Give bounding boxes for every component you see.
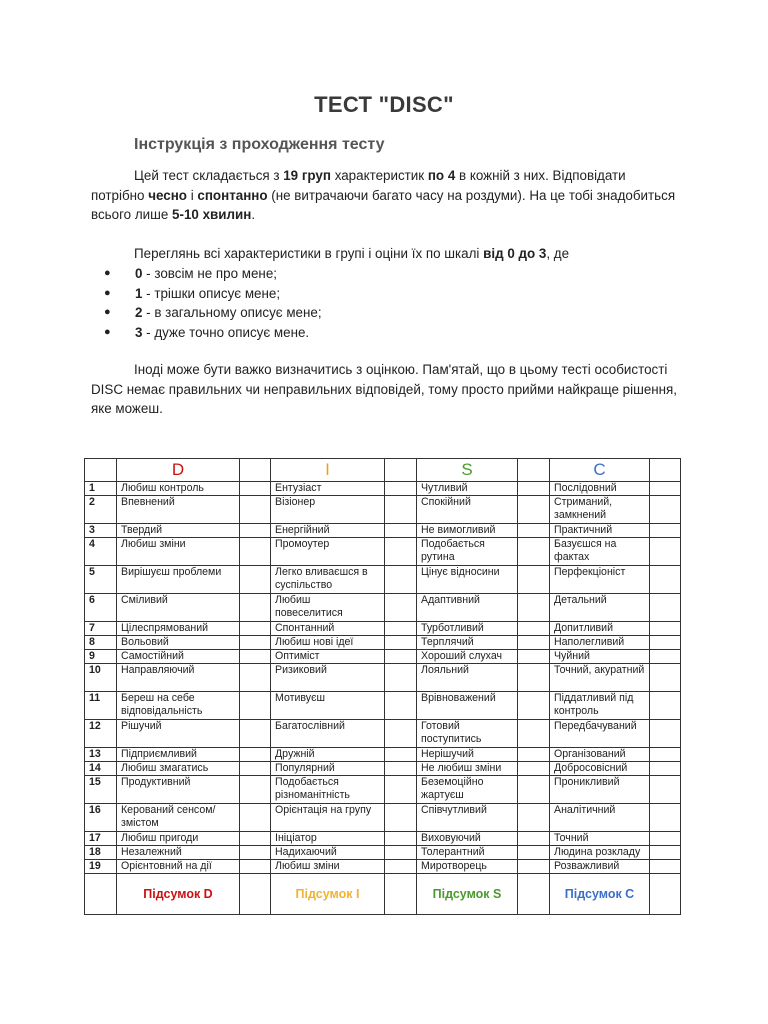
total-label-i: Підсумок I bbox=[271, 874, 385, 915]
score-input-d[interactable] bbox=[240, 832, 271, 846]
score-input-s[interactable] bbox=[518, 804, 550, 832]
score-input-c[interactable] bbox=[650, 692, 681, 720]
trait-c: Добросовісний bbox=[550, 762, 650, 776]
trait-d: Вирішуєш проблеми bbox=[117, 566, 240, 594]
bullet-icon: ● bbox=[104, 306, 111, 318]
row-number: 2 bbox=[85, 496, 117, 524]
trait-c: Послідовний bbox=[550, 482, 650, 496]
table-row bbox=[85, 846, 681, 860]
score-input-i[interactable] bbox=[385, 538, 417, 566]
score-input-c[interactable] bbox=[650, 482, 681, 496]
score-input-c[interactable] bbox=[650, 594, 681, 622]
trait-c: Стриманий, замкнений bbox=[550, 496, 650, 524]
table-row bbox=[85, 622, 681, 636]
trait-i: Любиш повеселитися bbox=[271, 594, 385, 622]
trait-d: Любиш контроль bbox=[117, 482, 240, 496]
trait-i: Любиш зміни bbox=[271, 860, 385, 874]
score-input-d[interactable] bbox=[240, 566, 271, 594]
score-input-s[interactable] bbox=[518, 776, 550, 804]
table-header-row bbox=[85, 459, 681, 482]
trait-d: Береш на себе відповідальність bbox=[117, 692, 240, 720]
trait-s: Готовий поступитись bbox=[417, 720, 518, 748]
trait-i: Візіонер bbox=[271, 496, 385, 524]
disc-table bbox=[84, 458, 681, 915]
trait-d: Твердий bbox=[117, 524, 240, 538]
trait-c: Базуєшся на фактах bbox=[550, 538, 650, 566]
score-input-i[interactable] bbox=[385, 594, 417, 622]
trait-c: Практичний bbox=[550, 524, 650, 538]
score-input-d[interactable] bbox=[240, 664, 271, 692]
bullet-icon: ● bbox=[104, 286, 111, 299]
trait-d: Любиш змагатись bbox=[117, 762, 240, 776]
trait-d: Незалежний bbox=[117, 846, 240, 860]
score-input-i[interactable] bbox=[385, 496, 417, 524]
score-input-s[interactable] bbox=[518, 748, 550, 762]
row-number: 7 bbox=[85, 622, 117, 636]
score-input-s[interactable] bbox=[518, 860, 550, 874]
trait-i: Легко вливаєшся в суспільство bbox=[271, 566, 385, 594]
score-input-i[interactable] bbox=[385, 622, 417, 636]
note-paragraph: Іноді може бути важко визначитись з оцінкою. Пам'ятай, що в цьому тесті особистості DISC немає правильних чи неправильних відповідей, тому просто прийми найкраще рішення, яке можеш. bbox=[91, 362, 678, 416]
scale-list bbox=[104, 264, 322, 342]
scale-item: ● 0 - зовсім не про мене; bbox=[104, 264, 322, 284]
score-input-s[interactable] bbox=[518, 762, 550, 776]
score-input-c[interactable] bbox=[650, 622, 681, 636]
trait-d: Впевнений bbox=[117, 496, 240, 524]
score-input-i[interactable] bbox=[385, 748, 417, 762]
score-input-s[interactable] bbox=[518, 664, 550, 692]
trait-c: Наполегливий bbox=[550, 636, 650, 650]
trait-s: Адаптивний bbox=[417, 594, 518, 622]
trait-i: Ентузіаст bbox=[271, 482, 385, 496]
trait-d: Керований сенсом/змістом bbox=[117, 804, 240, 832]
table-row bbox=[85, 664, 681, 692]
total-label-s: Підсумок S bbox=[417, 874, 518, 915]
score-input-c[interactable] bbox=[650, 664, 681, 692]
scale-item: ● 2 - в загальному описує мене; bbox=[104, 303, 322, 323]
header-c: C bbox=[550, 459, 650, 482]
trait-d: Сміливий bbox=[117, 594, 240, 622]
table-row bbox=[85, 748, 681, 762]
trait-s: Не любиш зміни bbox=[417, 762, 518, 776]
score-header-cell bbox=[240, 459, 271, 482]
trait-c: Детальний bbox=[550, 594, 650, 622]
row-number: 6 bbox=[85, 594, 117, 622]
table-row bbox=[85, 482, 681, 496]
score-input-s[interactable] bbox=[518, 524, 550, 538]
score-input-d[interactable] bbox=[240, 482, 271, 496]
trait-s: Беземоційно жартуєш bbox=[417, 776, 518, 804]
row-number: 16 bbox=[85, 804, 117, 832]
disc-table-body bbox=[85, 459, 681, 915]
score-input-c[interactable] bbox=[650, 762, 681, 776]
table-row bbox=[85, 594, 681, 622]
row-number: 14 bbox=[85, 762, 117, 776]
trait-d: Любиш зміни bbox=[117, 538, 240, 566]
score-input-i[interactable] bbox=[385, 776, 417, 804]
score-input-c[interactable] bbox=[650, 860, 681, 874]
row-number: 18 bbox=[85, 846, 117, 860]
trait-s: Лояльний bbox=[417, 664, 518, 692]
row-number: 8 bbox=[85, 636, 117, 650]
trait-c: Проникливий bbox=[550, 776, 650, 804]
trait-s: Співчутливий bbox=[417, 804, 518, 832]
trait-i: Любиш нові ідеї bbox=[271, 636, 385, 650]
table-row bbox=[85, 776, 681, 804]
row-number: 19 bbox=[85, 860, 117, 874]
trait-c: Перфекціоніст bbox=[550, 566, 650, 594]
total-input-d[interactable] bbox=[240, 874, 271, 915]
table-row bbox=[85, 832, 681, 846]
score-input-d[interactable] bbox=[240, 622, 271, 636]
table-row bbox=[85, 538, 681, 566]
trait-i: Популярний bbox=[271, 762, 385, 776]
row-number: 15 bbox=[85, 776, 117, 804]
trait-s: Не вимогливий bbox=[417, 524, 518, 538]
trait-c: Піддатливий під контроль bbox=[550, 692, 650, 720]
table-row bbox=[85, 650, 681, 664]
trait-i: Ініціатор bbox=[271, 832, 385, 846]
score-input-d[interactable] bbox=[240, 776, 271, 804]
trait-d: Продуктивний bbox=[117, 776, 240, 804]
trait-d: Вольовий bbox=[117, 636, 240, 650]
score-input-d[interactable] bbox=[240, 846, 271, 860]
score-input-i[interactable] bbox=[385, 482, 417, 496]
trait-s: Хороший слухач bbox=[417, 650, 518, 664]
score-input-i[interactable] bbox=[385, 846, 417, 860]
score-input-c[interactable] bbox=[650, 776, 681, 804]
trait-d: Цілеспрямований bbox=[117, 622, 240, 636]
row-number: 9 bbox=[85, 650, 117, 664]
score-input-s[interactable] bbox=[518, 636, 550, 650]
score-input-d[interactable] bbox=[240, 496, 271, 524]
table-row bbox=[85, 804, 681, 832]
score-input-d[interactable] bbox=[240, 720, 271, 748]
trait-d: Любиш пригоди bbox=[117, 832, 240, 846]
intro-paragraph: Цей тест складається з 19 груп характеристик по 4 в кожній з них. Відповідати потрібно чесно і спонтанно (не витрачаючи багато часу на роздуми). На це тобі знадобиться всього лише 5-10 хвилин. bbox=[91, 168, 676, 222]
score-input-i[interactable] bbox=[385, 524, 417, 538]
score-input-s[interactable] bbox=[518, 496, 550, 524]
total-label-c: Підсумок C bbox=[550, 874, 650, 915]
score-input-c[interactable] bbox=[650, 496, 681, 524]
score-header-cell bbox=[518, 459, 550, 482]
score-input-c[interactable] bbox=[650, 832, 681, 846]
trait-s: Нерішучий bbox=[417, 748, 518, 762]
trait-s: Подобається рутина bbox=[417, 538, 518, 566]
total-label-d: Підсумок D bbox=[117, 874, 240, 915]
trait-s: Виховуючий bbox=[417, 832, 518, 846]
row-number: 3 bbox=[85, 524, 117, 538]
row-number: 11 bbox=[85, 692, 117, 720]
trait-i: Ризиковий bbox=[271, 664, 385, 692]
table-row bbox=[85, 720, 681, 748]
scale-item: ● 3 - дуже точно описує мене. bbox=[104, 323, 322, 343]
total-num-cell bbox=[85, 874, 117, 915]
score-input-s[interactable] bbox=[518, 720, 550, 748]
score-input-i[interactable] bbox=[385, 664, 417, 692]
total-input-c[interactable] bbox=[650, 874, 681, 915]
trait-i: Спонтанний bbox=[271, 622, 385, 636]
trait-c: Точний bbox=[550, 832, 650, 846]
trait-c: Розважливий bbox=[550, 860, 650, 874]
trait-i: Багатослівний bbox=[271, 720, 385, 748]
score-input-c[interactable] bbox=[650, 636, 681, 650]
trait-s: Терплячий bbox=[417, 636, 518, 650]
score-input-d[interactable] bbox=[240, 636, 271, 650]
score-input-s[interactable] bbox=[518, 650, 550, 664]
score-input-d[interactable] bbox=[240, 524, 271, 538]
row-number: 17 bbox=[85, 832, 117, 846]
trait-c: Аналітичний bbox=[550, 804, 650, 832]
trait-d: Направляючий bbox=[117, 664, 240, 692]
page-title: ТЕСТ "DISC" bbox=[314, 92, 454, 117]
score-input-i[interactable] bbox=[385, 762, 417, 776]
bullet-icon: ● bbox=[104, 325, 111, 338]
score-input-c[interactable] bbox=[650, 524, 681, 538]
score-input-c[interactable] bbox=[650, 748, 681, 762]
bullet-icon: ● bbox=[104, 267, 111, 279]
trait-c: Передбачуваний bbox=[550, 720, 650, 748]
score-input-s[interactable] bbox=[518, 594, 550, 622]
trait-d: Орієнтовний на дії bbox=[117, 860, 240, 874]
score-input-i[interactable] bbox=[385, 720, 417, 748]
score-input-s[interactable] bbox=[518, 832, 550, 846]
row-number: 5 bbox=[85, 566, 117, 594]
score-input-i[interactable] bbox=[385, 636, 417, 650]
score-input-i[interactable] bbox=[385, 650, 417, 664]
trait-s: Спокійний bbox=[417, 496, 518, 524]
score-input-d[interactable] bbox=[240, 538, 271, 566]
row-number: 13 bbox=[85, 748, 117, 762]
score-input-i[interactable] bbox=[385, 832, 417, 846]
trait-c: Людина розкладу bbox=[550, 846, 650, 860]
score-input-s[interactable] bbox=[518, 692, 550, 720]
trait-d: Рішучий bbox=[117, 720, 240, 748]
trait-i: Мотивуєш bbox=[271, 692, 385, 720]
total-input-s[interactable] bbox=[518, 874, 550, 915]
table-row bbox=[85, 566, 681, 594]
trait-c: Чуйний bbox=[550, 650, 650, 664]
header-num-cell bbox=[85, 459, 117, 482]
score-input-s[interactable] bbox=[518, 538, 550, 566]
row-number: 4 bbox=[85, 538, 117, 566]
score-input-c[interactable] bbox=[650, 720, 681, 748]
score-input-s[interactable] bbox=[518, 846, 550, 860]
score-input-s[interactable] bbox=[518, 482, 550, 496]
trait-i: Промоутер bbox=[271, 538, 385, 566]
score-input-d[interactable] bbox=[240, 860, 271, 874]
trait-s: Турботливий bbox=[417, 622, 518, 636]
score-input-d[interactable] bbox=[240, 762, 271, 776]
trait-d: Підприємливий bbox=[117, 748, 240, 762]
score-input-c[interactable] bbox=[650, 566, 681, 594]
trait-s: Толерантний bbox=[417, 846, 518, 860]
score-input-c[interactable] bbox=[650, 846, 681, 860]
score-input-d[interactable] bbox=[240, 748, 271, 762]
score-input-d[interactable] bbox=[240, 594, 271, 622]
score-input-s[interactable] bbox=[518, 566, 550, 594]
score-input-c[interactable] bbox=[650, 804, 681, 832]
trait-i: Дружній bbox=[271, 748, 385, 762]
table-row bbox=[85, 762, 681, 776]
scale-paragraph: Переглянь всі характеристики в групі і оціни їх по шкалі від 0 до 3, де bbox=[134, 246, 570, 261]
score-input-d[interactable] bbox=[240, 692, 271, 720]
score-input-i[interactable] bbox=[385, 566, 417, 594]
score-input-i[interactable] bbox=[385, 692, 417, 720]
table-row bbox=[85, 860, 681, 874]
header-d: D bbox=[117, 459, 240, 482]
scale-item: ● 1 - трішки описує мене; bbox=[104, 284, 322, 304]
trait-s: Цінує відносини bbox=[417, 566, 518, 594]
row-number: 10 bbox=[85, 664, 117, 692]
trait-s: Миротворець bbox=[417, 860, 518, 874]
total-input-i[interactable] bbox=[385, 874, 417, 915]
trait-i: Подобається різноманітність bbox=[271, 776, 385, 804]
trait-d: Самостійний bbox=[117, 650, 240, 664]
trait-s: Врівноважений bbox=[417, 692, 518, 720]
table-row bbox=[85, 524, 681, 538]
trait-c: Організований bbox=[550, 748, 650, 762]
row-number: 12 bbox=[85, 720, 117, 748]
score-input-d[interactable] bbox=[240, 804, 271, 832]
trait-i: Надихаючий bbox=[271, 846, 385, 860]
header-s: S bbox=[417, 459, 518, 482]
trait-i: Енергійний bbox=[271, 524, 385, 538]
score-input-s[interactable] bbox=[518, 622, 550, 636]
trait-c: Допитливий bbox=[550, 622, 650, 636]
header-i: I bbox=[271, 459, 385, 482]
trait-i: Оптиміст bbox=[271, 650, 385, 664]
score-input-c[interactable] bbox=[650, 650, 681, 664]
row-number: 1 bbox=[85, 482, 117, 496]
table-row bbox=[85, 496, 681, 524]
trait-i: Орієнтація на групу bbox=[271, 804, 385, 832]
score-header-cell bbox=[650, 459, 681, 482]
total-row bbox=[85, 874, 681, 915]
table-row bbox=[85, 692, 681, 720]
trait-c: Точний, акуратний bbox=[550, 664, 650, 692]
score-input-i[interactable] bbox=[385, 804, 417, 832]
trait-s: Чутливий bbox=[417, 482, 518, 496]
instructions-heading: Інструкція з проходження тесту bbox=[134, 136, 385, 153]
score-input-c[interactable] bbox=[650, 538, 681, 566]
score-header-cell bbox=[385, 459, 417, 482]
score-input-d[interactable] bbox=[240, 650, 271, 664]
score-input-i[interactable] bbox=[385, 860, 417, 874]
table-row bbox=[85, 636, 681, 650]
